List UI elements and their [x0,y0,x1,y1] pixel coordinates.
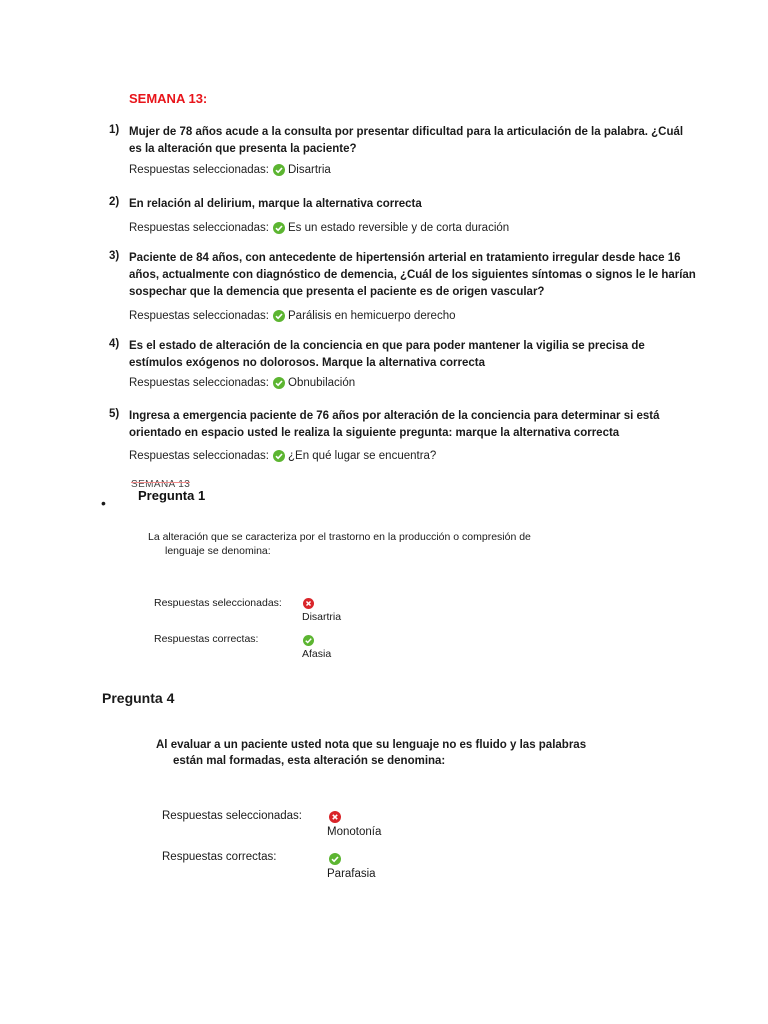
question-4-text: Es el estado de alteración de la conciencia en que para poder mantener la vigilia se precisa de estímulos exógenos no dolorosos. Marque la alternativa correcta [129,340,645,369]
pregunta-4-text-line2: están mal formadas, esta alteración se denomina: [173,755,446,767]
pregunta-4-text-line1: Al evaluar a un paciente usted nota que su lenguaje no es fluido y las palabras [156,739,587,751]
question-2-text: En relación al delirium, marque la alternativa correcta [129,198,422,210]
answer-value: Disartria [288,164,331,176]
answer-label: Respuestas seleccionadas: [129,450,269,462]
pregunta-4-text [156,737,586,769]
pregunta-4-correct-value: Parafasia [327,868,376,880]
question-1-answer [129,164,331,176]
pregunta-1-selected-value: Disartria [302,611,342,623]
answer-value: Parálisis en hemicuerpo derecho [288,310,456,322]
pregunta-4-selected-label: Respuestas seleccionadas: [162,810,302,822]
question-4-number: 4) [109,338,120,350]
pregunta-1-title: Pregunta 1 [138,488,206,503]
question-1-number: 1) [109,124,120,136]
week-title: SEMANA 13: [129,91,208,106]
pregunta-1-selected-label: Respuestas seleccionadas: [154,597,282,609]
pregunta-1-text-line1: La alteración que se caracteriza por el trastorno en la producción o compresión de [148,531,531,543]
answer-value: ¿En qué lugar se encuentra? [288,450,437,462]
question-2-answer [129,222,509,234]
cutoff-heading: SEMANA 13 [131,476,190,483]
pregunta-1-text-line2: lenguaje se denomina: [165,545,271,557]
pregunta-1-correct-value: Afasia [302,648,332,660]
check-circle-icon [273,377,285,389]
check-circle-icon [273,164,285,176]
question-5-text: Ingresa a emergencia paciente de 76 años por alteración de la conciencia para determinar si está orientado en espacio usted le realiza la siguiente pregunta: marque la alternativa correcta [129,410,660,439]
pregunta-1-text [148,530,531,558]
question-3-number: 3) [109,250,120,262]
answer-value: Obnubilación [288,377,356,389]
question-2-number: 2) [109,196,120,208]
pregunta-1-correct-label: Respuestas correctas: [154,633,259,645]
answer-label: Respuestas seleccionadas: [129,222,269,234]
question-3-text: Paciente de 84 años, con antecedente de hipertensión arterial en tratamiento irregular desde hace 16 años, actualmente con diagnóstico de demencia, ¿Cuál de los siguientes síntomas o signos le le harían sospechar que la demencia que presenta el paciente es de origen vascular? [129,252,696,298]
question-1-text: Mujer de 78 años acude a la consulta por presentar dificultad para la articulación de la palabra. ¿Cuál es la alteración que presenta la paciente? [129,126,684,155]
question-4-answer [129,377,355,389]
answer-label: Respuestas seleccionadas: [129,310,269,322]
answer-label: Respuestas seleccionadas: [129,164,269,176]
pregunta-4-selected-value: Monotonía [327,826,382,838]
check-circle-icon [273,222,285,234]
pregunta-4-correct-label: Respuestas correctas: [162,851,277,863]
check-circle-icon [273,450,285,462]
check-circle-icon [273,310,285,322]
question-5-number: 5) [109,408,120,420]
pregunta-4-title: Pregunta 4 [102,690,175,706]
answer-value: Es un estado reversible y de corta duración [288,222,510,234]
question-3-answer [129,310,455,322]
answer-label: Respuestas seleccionadas: [129,377,269,389]
question-5-answer [129,450,436,462]
bullet: • [101,495,106,511]
